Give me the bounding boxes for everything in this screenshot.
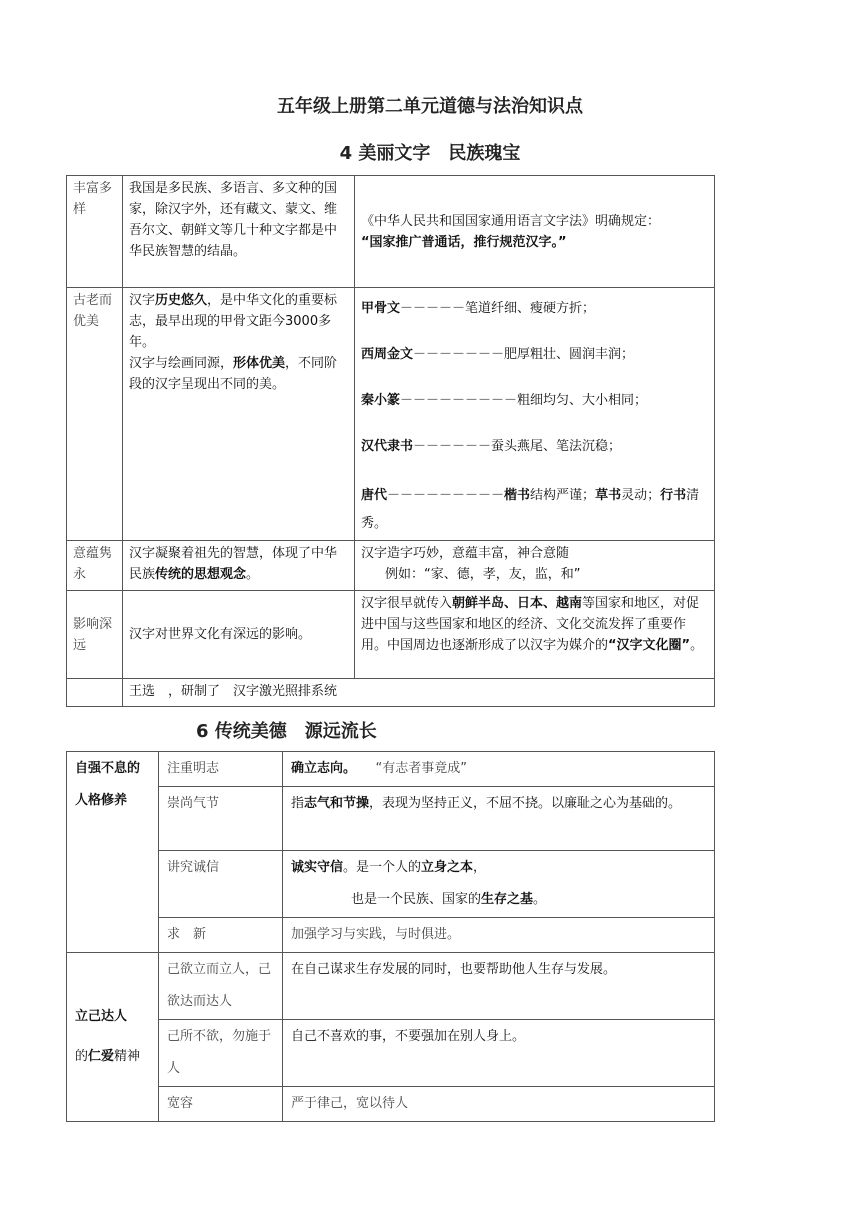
- list-item: 秦小篆－－－－－－－－－粗细均匀、大小相同；: [361, 393, 648, 408]
- row-text: 在自己谋求生存发展的同时，也要帮助他人生存与发展。: [283, 953, 715, 1020]
- section-6-table: [66, 751, 715, 1122]
- table-row: [67, 752, 715, 787]
- table-row: [67, 918, 715, 953]
- row-name: 己所不欲，勿施于人: [159, 1020, 283, 1087]
- row-name: 讲究诚信: [159, 851, 283, 918]
- row-name: 注重明志: [159, 752, 283, 787]
- row-label: [67, 679, 123, 707]
- list-item: 甲骨文－－－－－笔道纤细、瘦硬方折；: [361, 301, 596, 316]
- note-text: 《中华人民共和国国家通用语言文字法》明确规定：: [361, 213, 661, 229]
- row-text: 诚实守信。是一个人的立身之本， 也是一个民族、国家的生存之基。: [283, 851, 715, 918]
- row-text: 指志气和节操，表现为坚持正义，不屈不挠。以廉耻之心为基础的。: [283, 787, 715, 851]
- row-note: 汉字很早就传入朝鲜半岛、日本、越南等国家和地区，对促进中国与这些国家和地区的经济、文化交流发挥了重要作用。中国周边也逐渐形成了以汉字为媒介的“汉字文化圈”。: [355, 591, 715, 679]
- row-note: [355, 176, 715, 288]
- row-name: 崇尚气节: [159, 787, 283, 851]
- group-label-text: 自强不息的人格修养: [75, 761, 141, 808]
- group-label-text: 立己达人: [75, 1009, 128, 1024]
- group-label: [67, 752, 159, 953]
- table-row: [67, 288, 715, 541]
- desc-text: ，不同阶段的汉字呈现出不同的美。: [129, 356, 338, 392]
- group-label-text: 的仁爱精神: [75, 1049, 141, 1064]
- row-text: 加强学习与实践，与时俱进。: [283, 918, 715, 953]
- table-row: [67, 953, 715, 1020]
- table-row: [67, 851, 715, 918]
- list-item: 汉代隶书－－－－－－蚕头燕尾、笔法沉稳；: [361, 439, 622, 454]
- row-description: 汉字对世界文化有深远的影响。: [123, 591, 355, 679]
- list-item: 西周金文－－－－－－－肥厚粗壮、圆润丰润；: [361, 347, 635, 362]
- table-row: [67, 591, 715, 679]
- table-row: [67, 176, 715, 288]
- table-row: [67, 679, 715, 707]
- table-row: [67, 541, 715, 591]
- row-text: 自己不喜欢的事，不要强加在别人身上。: [283, 1020, 715, 1087]
- desc-bold-text: 历史悠久: [155, 293, 208, 308]
- script-evolution-list: [355, 288, 715, 541]
- row-text: 严于律己，宽以待人: [283, 1087, 715, 1122]
- table-row: [67, 1020, 715, 1087]
- row-label: 影响深远: [67, 591, 123, 679]
- row-description: 我国是多民族、多语言、多文种的国家，除汉字外，还有藏文、蒙文、维吾尔文、朝鲜文等几十种文字都是中华民族智慧的结晶。: [123, 176, 355, 288]
- row-label: 丰富多样: [67, 176, 123, 288]
- desc-text: ，是中华文化的重要标志，最早出现的甲骨文距今3000多年。: [129, 293, 338, 350]
- section-6-title: 6 传统美德 源远流长: [196, 721, 377, 742]
- row-note: 汉字造字巧妙，意蕴丰富，神合意随 例如：“家、德，孝，友，监，和”: [355, 541, 715, 591]
- row-label: 意蕴隽永: [67, 541, 123, 591]
- row-name: 宽容: [159, 1087, 283, 1122]
- document-title: 五年级上册第二单元道德与法治知识点: [277, 96, 583, 117]
- desc-text: 汉字: [129, 293, 156, 308]
- row-name: 己欲立而立人，己欲达而达人: [159, 953, 283, 1020]
- group-label: [67, 953, 159, 1122]
- section-4-title: 4 美丽文字 民族瑰宝: [339, 143, 521, 164]
- row-text: 确立志向。 “有志者事竟成”: [283, 752, 715, 787]
- row-description: 王选 ，研制了 汉字激光照排系统: [123, 679, 715, 707]
- desc-text: 汉字与绘画同源，: [129, 356, 234, 371]
- row-name: 求 新: [159, 918, 283, 953]
- desc-bold-text: 形体优美: [233, 356, 286, 371]
- row-description: 汉字凝聚着祖先的智慧，体现了中华民族传统的思想观念。: [123, 541, 355, 591]
- table-row: [67, 787, 715, 851]
- section-4-table: [66, 175, 715, 707]
- list-item: 唐代－－－－－－－－－楷书结构严谨；草书灵动；行书清秀。: [361, 488, 700, 531]
- note-bold-text: “国家推广普通话，推行规范汉字。”: [361, 234, 567, 250]
- row-label: 古老而优美: [67, 288, 123, 541]
- row-description: [123, 288, 355, 541]
- table-row: [67, 1087, 715, 1122]
